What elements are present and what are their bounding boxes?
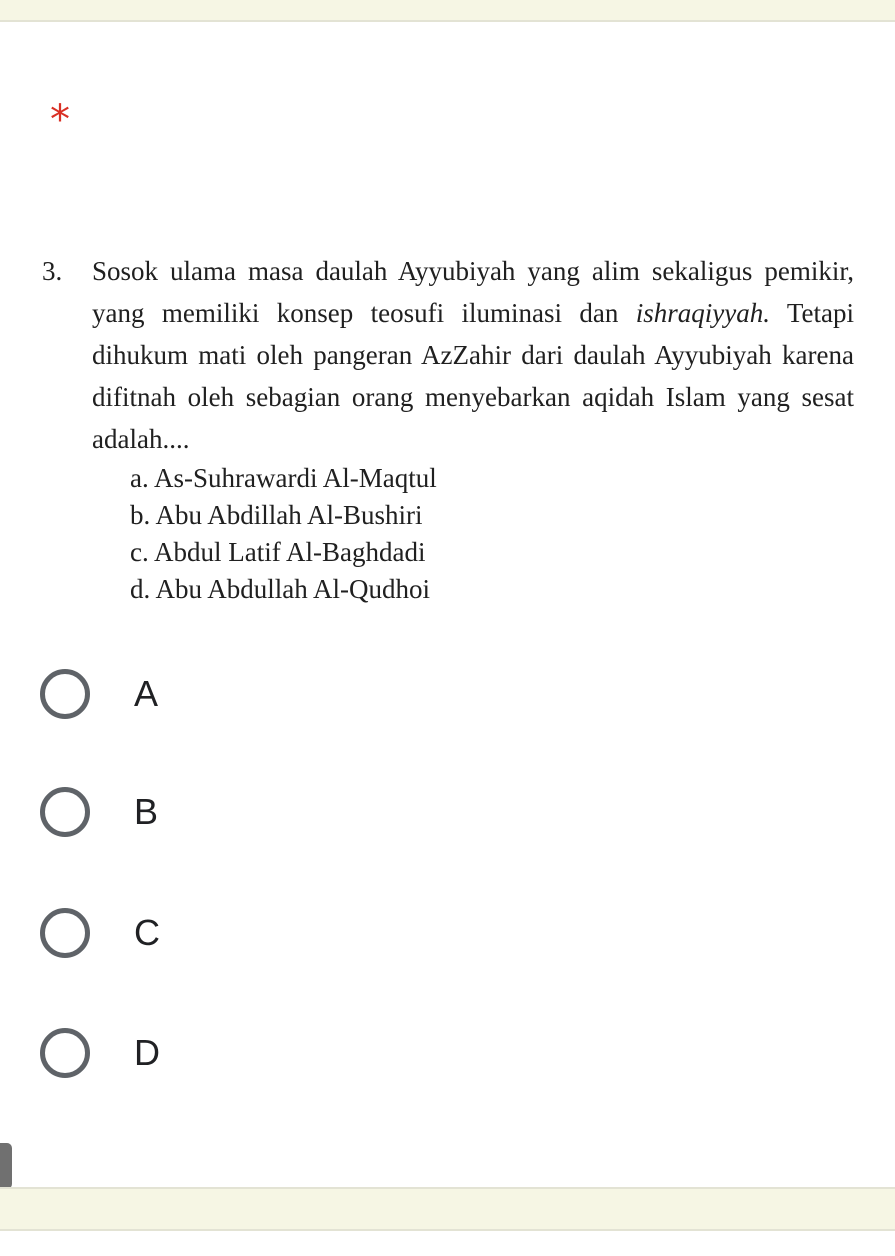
required-asterisk: * [50, 97, 70, 143]
option-b[interactable] [40, 782, 440, 842]
question-text-part2: Tetapi dihukum mati oleh pangeran AzZahir dari daulah Ayyubiyah karena difitnah oleh sebagian orang menyebarkan aqidah Islam yang sesat adalah.... [92, 298, 855, 454]
radio-button-icon[interactable] [40, 908, 90, 958]
option-d[interactable] [40, 1023, 440, 1083]
choice-item: a. As-Suhrawardi Al-Maqtul [130, 463, 437, 493]
question-text-part1: Sosok ulama masa daulah Ayyubiyah yang alim sekaligus pemikir, yang memiliki konsep teosufi iluminasi dan [92, 256, 854, 328]
option-label: B [134, 791, 159, 832]
radio-button-icon[interactable] [40, 1028, 90, 1078]
question-text-italic: ishraqiyyah. [635, 298, 771, 328]
option-a[interactable] [40, 664, 440, 724]
choice-item: c. Abdul Latif Al-Baghdadi [130, 537, 426, 567]
answer-choices-list [130, 460, 854, 608]
option-label: D [134, 1032, 160, 1073]
option-c[interactable] [40, 903, 440, 963]
question-number: 3. [42, 256, 63, 286]
option-label: A [134, 673, 159, 714]
radio-button-icon[interactable] [40, 787, 90, 837]
bottom-section-band [0, 1187, 895, 1231]
radio-button-icon[interactable] [40, 669, 90, 719]
top-section-band [0, 0, 895, 22]
scroll-handle[interactable] [0, 1143, 12, 1189]
question-image [42, 250, 854, 608]
question-text [92, 250, 854, 460]
choice-item: b. Abu Abdillah Al-Bushiri [130, 500, 423, 530]
option-label: C [134, 912, 160, 953]
choice-item: d. Abu Abdullah Al-Qudhoi [130, 574, 431, 604]
